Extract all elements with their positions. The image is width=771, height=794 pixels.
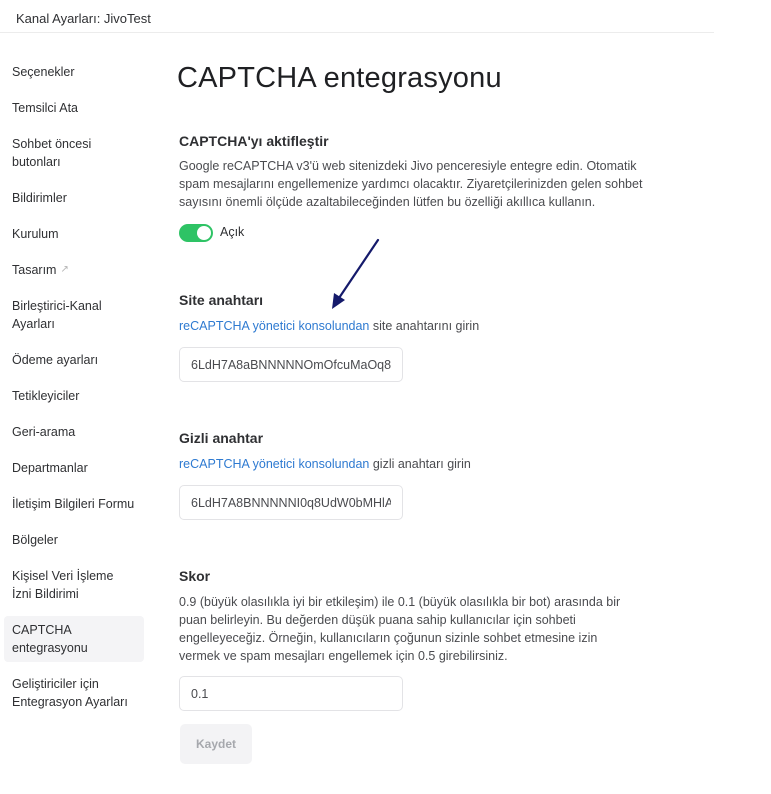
score-description: 0.9 (büyük olasılıkla iyi bir etkileşim) ile 0.1 (büyük olasılıkla bir bot) arasında bir puan belirleyin. Bu değerden düşük puana sahip kullanıcılar için sohbeti engelleyeceğiz. Örneğin, kullanıcıların çoğunun sizinle sohbet etmesine izin vermek ve spam mesajları engellemek için 0.5 girebilirsiniz. [179, 595, 621, 663]
sidebar-item-design[interactable] [4, 261, 144, 279]
sidebar-item-label: Sohbet öncesi butonları [12, 137, 92, 169]
site-key-input[interactable] [179, 347, 403, 382]
sidebar-item-label: Departmanlar [12, 461, 88, 475]
sidebar-item-triggers[interactable] [4, 387, 144, 405]
sidebar-item-developer-integration[interactable] [4, 675, 144, 711]
sidebar-item-installation[interactable] [4, 225, 144, 243]
sidebar-item-label: Ödeme ayarları [12, 353, 99, 367]
site-key-hint-text: site anahtarını girin [369, 319, 480, 333]
sidebar-item-captcha[interactable] [4, 616, 144, 662]
sidebar-item-prechat-buttons[interactable] [4, 135, 144, 171]
sidebar-item-label: Kişisel Veri İşleme İzni Bildirimi [12, 569, 114, 601]
sidebar-item-label: Temsilci Ata [12, 101, 78, 115]
sidebar-item-notifications[interactable] [4, 189, 144, 207]
sidebar-item-payment[interactable] [4, 351, 144, 369]
save-button[interactable]: Kaydet [180, 724, 252, 764]
sidebar-item-label: Geliştiriciler için Entegrasyon Ayarları [12, 677, 128, 709]
score-heading: Skor [179, 568, 211, 584]
sidebar-item-callback[interactable] [4, 423, 144, 441]
sidebar-item-label: İletişim Bilgileri Formu [12, 497, 135, 511]
toggle-knob [197, 226, 211, 240]
activate-description: Google reCAPTCHA v3'ü web sitenizdeki Jivo penceresiyle entegre edin. Otomatik spam mesajlarını engellemenize yardımcı olacaktır. Ziyaretçilerinizden gelen sohbet sayısını önemli ölçüde azaltabileceğinden lütfen bu özelliği akıllıca kullanın. [179, 159, 643, 209]
site-key-heading: Site anahtarı [179, 292, 264, 308]
sidebar-item-label: Tasarım [12, 263, 57, 277]
site-key-hint [179, 317, 649, 335]
activate-heading: CAPTCHA'yı aktifleştir [179, 133, 329, 149]
channel-settings-title: Kanal Ayarları: JivoTest [16, 11, 151, 26]
top-bar [0, 0, 714, 33]
sidebar-item-regions[interactable] [4, 531, 144, 549]
recaptcha-console-link[interactable]: reCAPTCHA yönetici konsolundan [179, 457, 370, 471]
sidebar-item-departments[interactable] [4, 459, 144, 477]
secret-key-hint-text: gizli anahtarı girin [369, 457, 471, 471]
recaptcha-console-link[interactable]: reCAPTCHA yönetici konsolundan [179, 319, 370, 333]
sidebar-item-label: Geri-arama [12, 425, 76, 439]
sidebar-item-contact-form[interactable] [4, 495, 144, 513]
sidebar-item-options[interactable] [4, 63, 144, 81]
captcha-toggle[interactable] [179, 224, 213, 242]
page-title: CAPTCHA entegrasyonu [177, 62, 502, 94]
sidebar-item-assign-agent[interactable] [4, 99, 144, 117]
toggle-label: Açık [220, 225, 245, 239]
external-link-icon: ↗ [60, 264, 69, 275]
sidebar-item-label: Tetikleyiciler [12, 389, 80, 403]
sidebar-item-omnichannel[interactable] [4, 297, 144, 333]
sidebar-item-label: Kurulum [12, 227, 59, 241]
score-input[interactable] [179, 676, 403, 711]
sidebar-item-label: Bölgeler [12, 533, 58, 547]
secret-key-input[interactable] [179, 485, 403, 520]
sidebar-item-label: Birleştirici-Kanal Ayarları [12, 299, 102, 331]
sidebar-item-label: CAPTCHA entegrasyonu [12, 623, 88, 655]
sidebar-item-data-consent[interactable] [4, 567, 144, 603]
secret-key-hint [179, 455, 649, 473]
secret-key-heading: Gizli anahtar [179, 430, 264, 446]
sidebar-item-label: Seçenekler [12, 65, 75, 79]
sidebar-item-label: Bildirimler [12, 191, 67, 205]
